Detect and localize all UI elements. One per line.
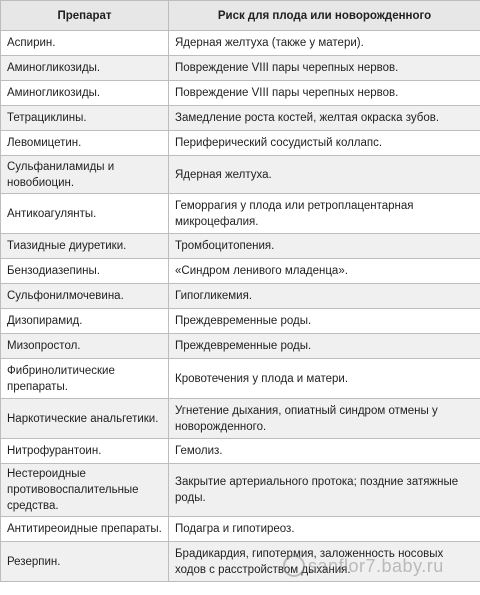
column-header-risk: Риск для плода или новорожденного bbox=[169, 1, 480, 31]
drug-cell: Аминогликозиды. bbox=[1, 56, 169, 81]
risk-cell: «Синдром ленивого младенца». bbox=[169, 259, 480, 284]
table-row bbox=[1, 517, 480, 542]
drug-cell: Наркотические анальгетики. bbox=[1, 399, 169, 439]
table-row bbox=[1, 156, 480, 194]
drug-cell: Тиазидные диуретики. bbox=[1, 234, 169, 259]
drug-cell: Левомицетин. bbox=[1, 131, 169, 156]
table-row bbox=[1, 542, 480, 582]
drug-cell: Резерпин. bbox=[1, 542, 169, 582]
risk-cell: Тромбоцитопения. bbox=[169, 234, 480, 259]
table-row bbox=[1, 81, 480, 106]
drug-cell: Сульфаниламиды и новобиоцин. bbox=[1, 156, 169, 194]
risk-cell: Периферический сосудистый коллапс. bbox=[169, 131, 480, 156]
table-row bbox=[1, 106, 480, 131]
table-row bbox=[1, 194, 480, 234]
risk-cell: Гипогликемия. bbox=[169, 284, 480, 309]
risk-cell: Кровотечения у плода и матери. bbox=[169, 359, 480, 399]
table-row bbox=[1, 56, 480, 81]
drug-cell: Аминогликозиды. bbox=[1, 81, 169, 106]
table-row bbox=[1, 284, 480, 309]
table-row bbox=[1, 131, 480, 156]
risk-cell: Закрытие артериального протока; поздние затяжные роды. bbox=[169, 464, 480, 517]
table-row bbox=[1, 334, 480, 359]
drug-cell: Антитиреоидные препараты. bbox=[1, 517, 169, 542]
table-row bbox=[1, 259, 480, 284]
risk-cell: Гемолиз. bbox=[169, 439, 480, 464]
table-row bbox=[1, 234, 480, 259]
risk-cell: Преждевременные роды. bbox=[169, 309, 480, 334]
table-row bbox=[1, 359, 480, 399]
drug-cell: Мизопростол. bbox=[1, 334, 169, 359]
drug-cell: Тетрациклины. bbox=[1, 106, 169, 131]
table-row bbox=[1, 439, 480, 464]
table-row bbox=[1, 309, 480, 334]
table-row bbox=[1, 31, 480, 56]
drug-cell: Нитрофурантоин. bbox=[1, 439, 169, 464]
table-row bbox=[1, 464, 480, 517]
risk-cell: Повреждение VIII пары черепных нервов. bbox=[169, 81, 480, 106]
drug-cell: Нестероидные противовоспалительные средства. bbox=[1, 464, 169, 517]
risk-cell: Подагра и гипотиреоз. bbox=[169, 517, 480, 542]
risk-cell: Брадикардия, гипотермия, заложенность носовых ходов с расстройством дыхания. bbox=[169, 542, 480, 582]
drug-cell: Антикоагулянты. bbox=[1, 194, 169, 234]
drug-cell: Дизопирамид. bbox=[1, 309, 169, 334]
table-row bbox=[1, 399, 480, 439]
risk-cell: Ядерная желтуха (также у матери). bbox=[169, 31, 480, 56]
risk-cell: Геморрагия у плода или ретроплацентарная микроцефалия. bbox=[169, 194, 480, 234]
risk-cell: Повреждение VIII пары черепных нервов. bbox=[169, 56, 480, 81]
drug-cell: Фибринолитические препараты. bbox=[1, 359, 169, 399]
risk-cell: Замедление роста костей, желтая окраска зубов. bbox=[169, 106, 480, 131]
drug-cell: Аспирин. bbox=[1, 31, 169, 56]
risk-cell: Ядерная желтуха. bbox=[169, 156, 480, 194]
risk-cell: Преждевременные роды. bbox=[169, 334, 480, 359]
drug-cell: Сульфонилмочевина. bbox=[1, 284, 169, 309]
risk-cell: Угнетение дыхания, опиатный синдром отмены у новорожденного. bbox=[169, 399, 480, 439]
column-header-drug: Препарат bbox=[1, 1, 169, 31]
watermark-text: sanflor7.baby.ru bbox=[308, 556, 444, 576]
table-header-row bbox=[1, 1, 480, 31]
drug-cell: Бензодиазепины. bbox=[1, 259, 169, 284]
